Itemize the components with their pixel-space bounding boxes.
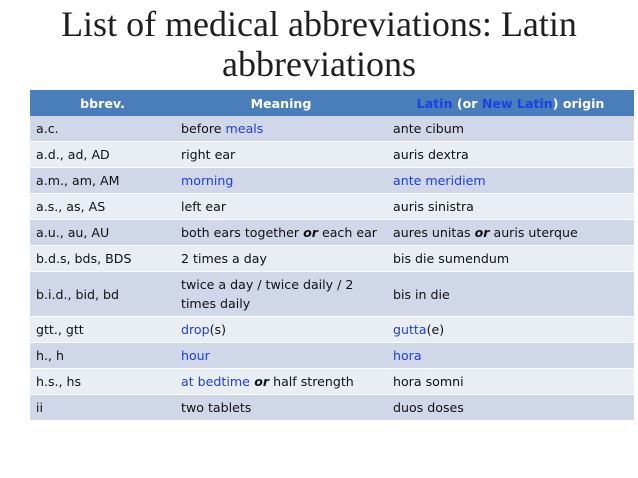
drop-link[interactable]: drop [181, 322, 210, 337]
cell-origin: bis in die [393, 286, 450, 302]
cell-origin: auris sinistra [393, 199, 474, 214]
header-origin-latin-link[interactable]: Latin [416, 95, 453, 111]
header-origin [387, 94, 634, 113]
meaning-text: (s) [209, 322, 226, 337]
gutta-link[interactable]: gutta [393, 322, 427, 337]
table-row [30, 317, 634, 343]
cell-meaning [175, 223, 387, 242]
cell-meaning: twice a day / twice daily / 2 times daily [181, 277, 354, 311]
cell-meaning: left ear [181, 199, 227, 214]
cell-origin: hora somni [393, 374, 464, 389]
at-bedtime-link[interactable]: at bedtime [181, 374, 250, 389]
cell-origin [387, 223, 634, 242]
cell-meaning [175, 119, 387, 138]
cell-abbrev: b.d.s, bds, BDS [36, 251, 132, 266]
meals-link[interactable]: meals [225, 121, 264, 136]
cell-meaning: 2 times a day [181, 251, 267, 266]
cell-origin: auris dextra [393, 147, 469, 162]
abbreviations-table [30, 90, 634, 421]
meaning-text: each ear [317, 225, 377, 240]
cell-meaning: right ear [181, 147, 236, 162]
meaning-text: before [181, 121, 226, 136]
cell-meaning [175, 171, 387, 190]
header-origin-suffix: ) origin [552, 95, 605, 111]
meaning-text: half strength [269, 374, 354, 389]
table-row [30, 194, 634, 220]
table-row [30, 142, 634, 168]
title-line-2: abbreviations [222, 44, 416, 84]
cell-meaning [175, 346, 387, 365]
cell-abbrev: a.d., ad, AD [36, 147, 110, 162]
cell-origin [387, 171, 634, 190]
cell-abbrev: b.i.d., bid, bd [36, 286, 119, 302]
table-row [30, 168, 634, 194]
or-text: or [249, 374, 270, 389]
cell-abbrev: a.s., as, AS [36, 199, 106, 214]
cell-abbrev: gtt., gtt [36, 322, 84, 337]
hour-link[interactable]: hour [181, 348, 210, 363]
header-origin-new-latin-link[interactable]: New Latin [481, 95, 553, 111]
origin-text: aures unitas [393, 225, 475, 240]
cell-abbrev: a.c. [36, 121, 59, 136]
cell-origin: ante cibum [393, 121, 465, 136]
table-header-row [30, 90, 634, 116]
hora-link[interactable]: hora [393, 348, 422, 363]
cell-origin [387, 346, 634, 365]
cell-meaning [175, 320, 387, 339]
table-row [30, 343, 634, 369]
morning-link[interactable]: morning [181, 173, 234, 188]
cell-meaning [175, 372, 387, 391]
table-row [30, 369, 634, 395]
cell-abbrev: ii [36, 400, 43, 415]
origin-text: (e) [426, 322, 445, 337]
meaning-text: both ears together [181, 225, 304, 240]
cell-meaning: two tablets [181, 400, 252, 415]
origin-text: auris uterque [489, 225, 578, 240]
or-text: or [474, 225, 490, 240]
ante-meridiem-link[interactable]: ante meridiem [393, 173, 486, 188]
cell-abbrev: a.m., am, AM [36, 173, 120, 188]
title-line-1: List of medical abbreviations: Latin [61, 4, 577, 44]
table-row [30, 220, 634, 246]
table-row [30, 246, 634, 272]
table-row [30, 116, 634, 142]
cell-origin [387, 320, 634, 339]
cell-origin: bis die sumendum [393, 251, 510, 266]
header-origin-or: (or [452, 95, 482, 111]
table-row [30, 395, 634, 421]
page-title [0, 4, 638, 84]
cell-abbrev: h.s., hs [36, 374, 82, 389]
cell-origin: duos doses [393, 400, 464, 415]
or-text: or [303, 225, 318, 240]
cell-abbrev: h., h [36, 348, 64, 363]
header-abbrev: bbrev. [80, 95, 125, 111]
header-meaning: Meaning [250, 95, 312, 111]
cell-abbrev: a.u., au, AU [36, 225, 110, 240]
table-row [30, 272, 634, 317]
